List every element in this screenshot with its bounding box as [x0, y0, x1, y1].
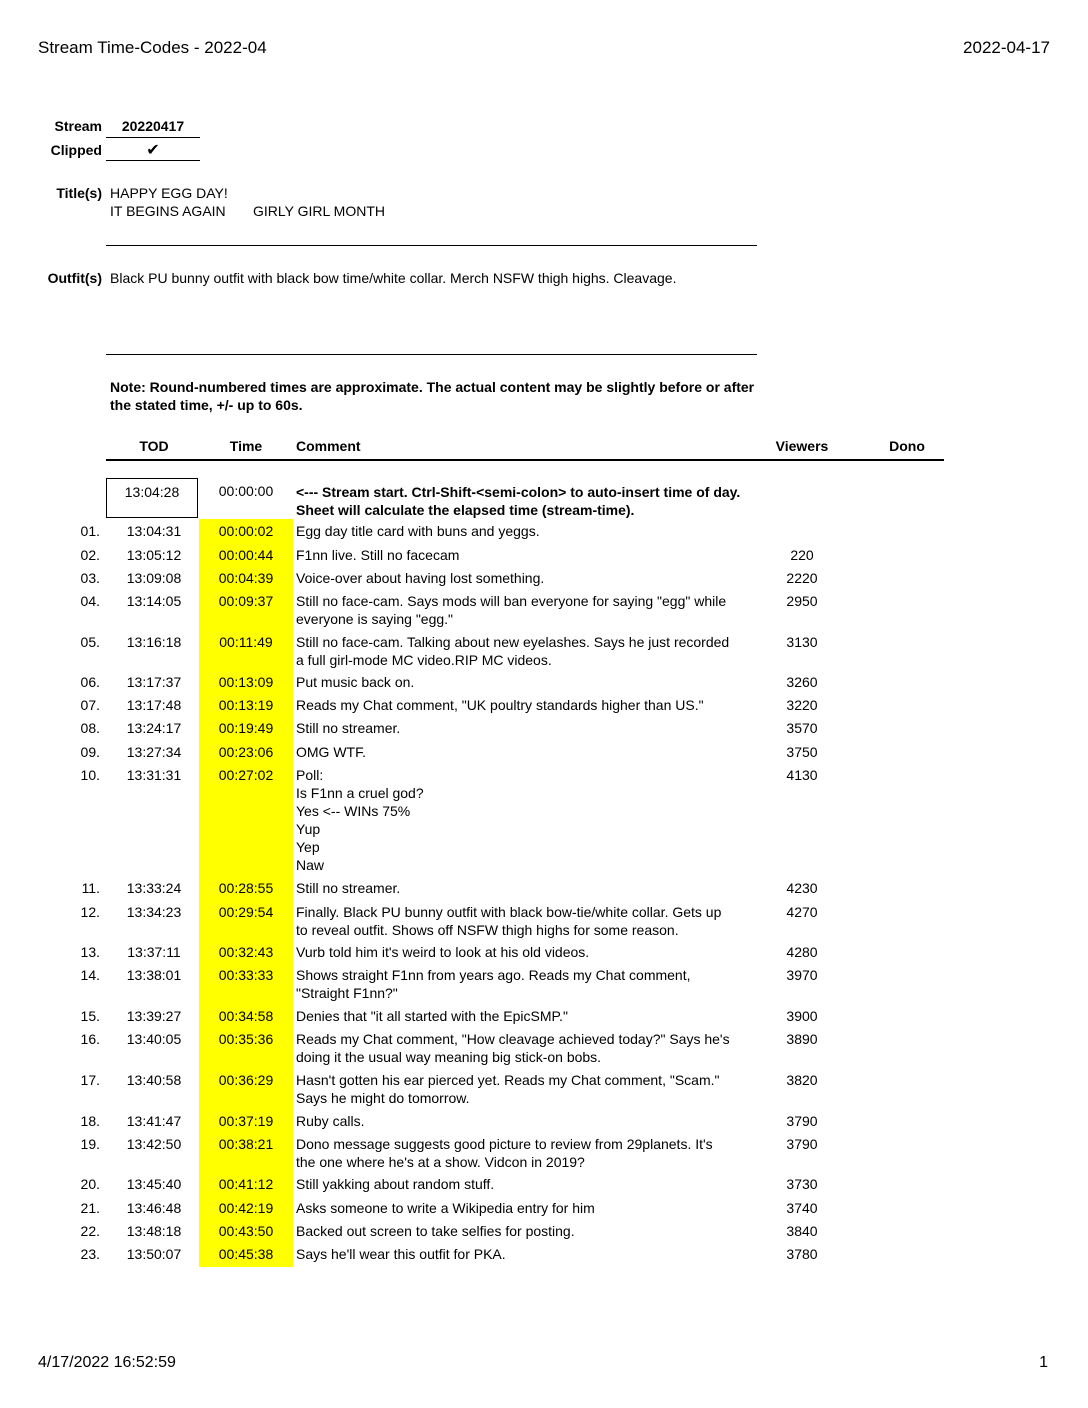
row-comment: Voice-over about having lost something.	[296, 570, 545, 586]
clipped-check: ✔	[146, 142, 160, 159]
row-viewers: 3730	[786, 1176, 818, 1192]
row-comment: Vurb told him it's weird to look at his old videos.	[296, 944, 590, 960]
row-number: 18.	[80, 1113, 100, 1129]
row-viewers: 3900	[786, 1008, 818, 1024]
col-header-viewers: Viewers	[775, 438, 829, 454]
row-time: 00:42:19	[218, 1200, 274, 1216]
row-viewers: 3220	[786, 697, 818, 713]
row-comment: Poll: Is F1nn a cruel god? Yes <-- WINs 75% Yup Yep Naw	[296, 767, 424, 873]
title-line-1: HAPPY EGG DAY!	[110, 185, 228, 201]
row-time: 00:19:49	[218, 720, 274, 736]
titles-label: Title(s)	[56, 185, 102, 201]
row-comment: Still no face-cam. Says mods will ban everyone for saying "egg" while everyone is saying "egg."	[296, 593, 727, 627]
row-comment: Still yakking about random stuff.	[296, 1176, 495, 1192]
row-number: 20.	[80, 1176, 100, 1192]
stream-label: Stream	[54, 118, 102, 134]
row-tod: 13:17:48	[126, 697, 182, 713]
row-number: 16.	[80, 1031, 100, 1047]
row-comment: Shows straight F1nn from years ago. Reads my Chat comment, "Straight F1nn?"	[296, 967, 691, 1001]
row-number: 06.	[80, 674, 100, 690]
row-viewers: 3790	[786, 1136, 818, 1152]
row-tod: 13:24:17	[126, 720, 182, 736]
document-title: Stream Time-Codes - 2022-04	[38, 38, 267, 57]
row-tod: 13:04:31	[126, 523, 182, 539]
col-header-dono: Dono	[889, 438, 925, 454]
row-comment: Says he'll wear this outfit for PKA.	[296, 1246, 506, 1262]
row-time: 00:13:19	[218, 697, 274, 713]
row-number: 02.	[80, 547, 100, 563]
start-tod-cell[interactable]	[106, 478, 198, 518]
row-viewers: 4130	[786, 767, 818, 783]
row-viewers: 2950	[786, 593, 818, 609]
row-comment: Finally. Black PU bunny outfit with black bow-tie/white collar. Gets up to reveal outfit. Shows off NSFW thigh highs for some reason.	[296, 904, 722, 938]
row-number: 03.	[80, 570, 100, 586]
stream-underline	[106, 137, 200, 138]
row-time: 00:41:12	[218, 1176, 274, 1192]
row-viewers: 3970	[786, 967, 818, 983]
row-comment: Put music back on.	[296, 674, 415, 690]
row-comment: Denies that "it all started with the EpicSMP."	[296, 1008, 568, 1024]
row-tod: 13:40:05	[126, 1031, 182, 1047]
approximation-note: Note: Round-numbered times are approximate. The actual content may be slightly before or after the stated time, +/- up to 60s.	[110, 379, 755, 413]
row-number: 11.	[81, 880, 100, 896]
row-comment: Hasn't gotten his ear pierced yet. Reads my Chat comment, "Scam." Says he might do tomorrow.	[296, 1072, 720, 1106]
row-comment: Still no face-cam. Talking about new eyelashes. Says he just recorded a full girl-mode MC video.RIP MC videos.	[296, 634, 730, 668]
row-tod: 13:27:34	[126, 744, 182, 760]
row-viewers: 3570	[786, 720, 818, 736]
row-viewers: 3890	[786, 1031, 818, 1047]
row-viewers: 4270	[786, 904, 818, 920]
row-time: 00:32:43	[218, 944, 274, 960]
row-tod: 13:39:27	[126, 1008, 182, 1024]
row-comment: Egg day title card with buns and yeggs.	[296, 523, 540, 539]
row-viewers: 4280	[786, 944, 818, 960]
row-tod: 13:16:18	[126, 634, 182, 650]
outfits-label: Outfit(s)	[47, 270, 102, 286]
row-tod: 13:45:40	[126, 1176, 182, 1192]
row-number: 07.	[80, 697, 100, 713]
row-number: 09.	[80, 744, 100, 760]
row-comment: Dono message suggests good picture to review from 29planets. It's the one where he's at a show. Vidcon in 2019?	[296, 1136, 713, 1170]
clipped-underline	[106, 160, 200, 161]
row-time: 00:33:33	[218, 967, 274, 983]
header-divider	[106, 459, 944, 461]
row-tod: 13:14:05	[126, 593, 182, 609]
row-viewers: 3790	[786, 1113, 818, 1129]
row-comment: Asks someone to write a Wikipedia entry for him	[296, 1200, 595, 1216]
outfits-divider	[106, 354, 757, 355]
row-tod: 13:31:31	[126, 767, 182, 783]
row-comment: F1nn live. Still no facecam	[296, 547, 460, 563]
clipped-label: Clipped	[50, 142, 102, 158]
row-tod: 13:33:24	[126, 880, 182, 896]
row-tod: 13:05:12	[126, 547, 182, 563]
row-time: 00:27:02	[218, 767, 274, 783]
row-tod: 13:34:23	[126, 904, 182, 920]
row-time: 00:28:55	[218, 880, 274, 896]
start-time: 00:00:00	[218, 483, 274, 499]
print-timestamp: 4/17/2022 16:52:59	[38, 1354, 176, 1371]
row-tod: 13:40:58	[126, 1072, 182, 1088]
row-viewers: 3750	[786, 744, 818, 760]
row-number: 22.	[80, 1223, 100, 1239]
title-line-2a: IT BEGINS AGAIN	[110, 203, 226, 219]
row-time: 00:34:58	[218, 1008, 274, 1024]
row-number: 01.	[80, 523, 100, 539]
row-time: 00:36:29	[218, 1072, 274, 1088]
row-tod: 13:38:01	[126, 967, 182, 983]
row-number: 23.	[80, 1246, 100, 1262]
row-comment: Reads my Chat comment, "How cleavage achieved today?" Says he's doing it the usual way meaning big stick-on bobs.	[296, 1031, 730, 1065]
row-comment: Still no streamer.	[296, 880, 401, 896]
row-number: 17.	[80, 1072, 100, 1088]
row-number: 12.	[80, 904, 100, 920]
outfits-value: Black PU bunny outfit with black bow time/white collar. Merch NSFW thigh highs. Cleavage.	[110, 270, 677, 286]
row-viewers: 4230	[786, 880, 818, 896]
row-viewers: 3260	[786, 674, 818, 690]
row-time: 00:13:09	[218, 674, 274, 690]
row-number: 15.	[80, 1008, 100, 1024]
row-tod: 13:50:07	[126, 1246, 182, 1262]
row-comment: Backed out screen to take selfies for posting.	[296, 1223, 575, 1239]
col-header-tod: TOD	[139, 438, 169, 454]
row-comment: Reads my Chat comment, "UK poultry standards higher than US."	[296, 697, 704, 713]
stream-value: 20220417	[121, 118, 185, 134]
row-viewers: 220	[790, 547, 814, 563]
row-time: 00:11:49	[219, 634, 273, 650]
row-tod: 13:37:11	[127, 944, 181, 960]
row-number: 04.	[80, 593, 100, 609]
row-viewers: 3820	[786, 1072, 818, 1088]
row-tod: 13:17:37	[126, 674, 182, 690]
row-time: 00:37:19	[218, 1113, 274, 1129]
row-time: 00:38:21	[218, 1136, 274, 1152]
row-number: 14.	[80, 967, 100, 983]
row-tod: 13:41:47	[126, 1113, 182, 1129]
document-date: 2022-04-17	[963, 38, 1050, 57]
row-number: 08.	[80, 720, 100, 736]
row-number: 05.	[80, 634, 100, 650]
row-time: 00:45:38	[218, 1246, 274, 1262]
row-time: 00:04:39	[218, 570, 274, 586]
row-time: 00:23:06	[218, 744, 274, 760]
start-comment: <--- Stream start. Ctrl-Shift-<semi-colon> to auto-insert time of day. Sheet will calculate the elapsed time (stream-time).	[296, 484, 741, 518]
row-viewers: 3840	[786, 1223, 818, 1239]
row-number: 19.	[80, 1136, 100, 1152]
row-comment: Still no streamer.	[296, 720, 401, 736]
row-viewers: 2220	[786, 570, 818, 586]
row-viewers: 3740	[786, 1200, 818, 1216]
row-viewers: 3780	[786, 1246, 818, 1262]
row-number: 21.	[80, 1200, 100, 1216]
titles-divider	[106, 245, 757, 246]
row-tod: 13:48:18	[126, 1223, 182, 1239]
row-time: 00:29:54	[218, 904, 274, 920]
start-tod: 13:04:28	[124, 484, 180, 500]
row-time: 00:35:36	[218, 1031, 274, 1047]
row-time: 00:09:37	[218, 593, 274, 609]
row-tod: 13:09:08	[126, 570, 182, 586]
row-comment: OMG WTF.	[296, 744, 366, 760]
col-header-comment: Comment	[296, 438, 361, 454]
row-number: 10.	[80, 767, 100, 783]
row-comment: Ruby calls.	[296, 1113, 365, 1129]
row-time: 00:00:02	[218, 523, 274, 539]
row-tod: 13:46:48	[126, 1200, 182, 1216]
row-viewers: 3130	[786, 634, 818, 650]
title-line-2b: GIRLY GIRL MONTH	[253, 203, 385, 219]
row-time: 00:43:50	[218, 1223, 274, 1239]
page-number: 1	[1039, 1354, 1048, 1371]
col-header-time: Time	[229, 438, 263, 454]
row-tod: 13:42:50	[126, 1136, 182, 1152]
row-number: 13.	[80, 944, 100, 960]
row-time: 00:00:44	[218, 547, 274, 563]
